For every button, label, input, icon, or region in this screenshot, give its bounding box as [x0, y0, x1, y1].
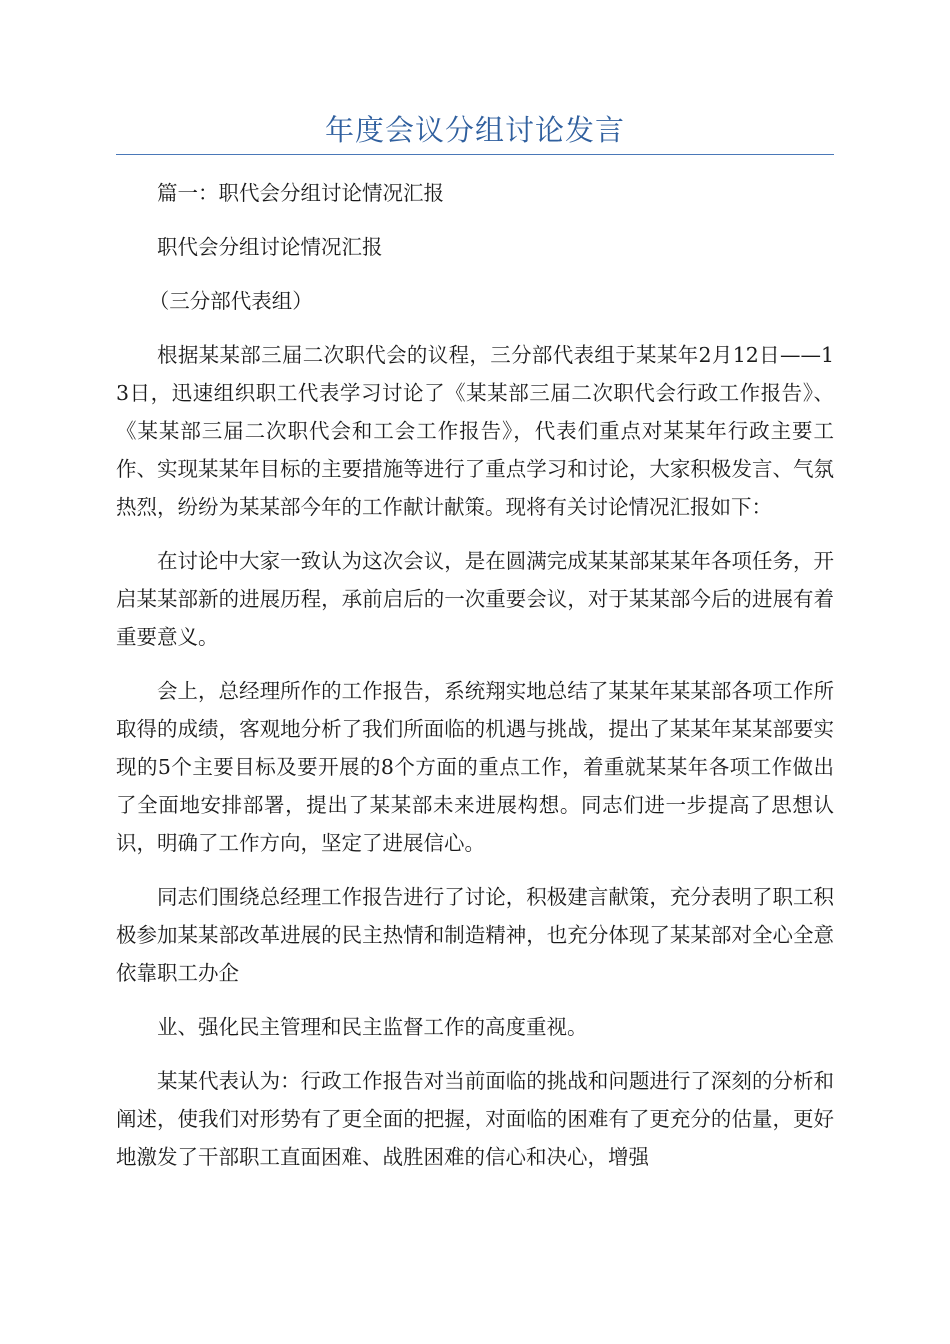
- body-paragraph: 某某代表认为：行政工作报告对当前面临的挑战和问题进行了深刻的分析和阐述，使我们对形势有了更全面的把握，对面临的困难有了更充分的估量，更好地激发了干部职工直面困难、战胜困难的信心和决心，增强: [116, 1069, 834, 1169]
- body-paragraph: 同志们围绕总经理工作报告进行了讨论，积极建言献策，充分表明了职工积极参加某某部改革进展的民主热情和制造精神，也充分体现了某某部对全心全意依靠职工办企: [116, 885, 834, 985]
- body-paragraph: 在讨论中大家一致认为这次会议，是在圆满完成某某部某某年各项任务，开启某某部新的进展历程，承前启后的一次重要会议，对于某某部今后的进展有着重要意义。: [116, 549, 834, 649]
- title-underline: [116, 154, 834, 155]
- body-paragraph: 业、强化民主管理和民主监督工作的高度重视。: [157, 1015, 588, 1039]
- report-heading: 职代会分组讨论情况汇报: [157, 235, 383, 259]
- section-heading: 篇一：职代会分组讨论情况汇报: [157, 181, 444, 205]
- delegation-label: （三分部代表组）: [148, 289, 313, 313]
- body-paragraph: 会上，总经理所作的工作报告，系统翔实地总结了某某年某某部各项工作所取得的成绩，客观地分析了我们所面临的机遇与挑战，提出了某某年某某部要实现的5个主要目标及要开展的8个方面的重点工作，着重就某某年各项工作做出了全面地安排部署，提出了某某部未来进展构想。同志们进一步提高了思想认识，明确了工作方向，坚定了进展信心。: [116, 679, 834, 855]
- document-body: [116, 174, 834, 1176]
- body-paragraph: 根据某某部三届二次职代会的议程，三分部代表组于某某年2月12日——13日，迅速组织职工代表学习讨论了《某某部三届二次职代会行政工作报告》、《某某部三届二次职代会和工会工作报告》，代表们重点对某某年行政主要工作、实现某某年目标的主要措施等进行了重点学习和讨论，大家积极发言、气氛热烈，纷纷为某某部今年的工作献计献策。现将有关讨论情况汇报如下：: [116, 343, 834, 519]
- document-title: 年度会议分组讨论发言: [324, 113, 625, 147]
